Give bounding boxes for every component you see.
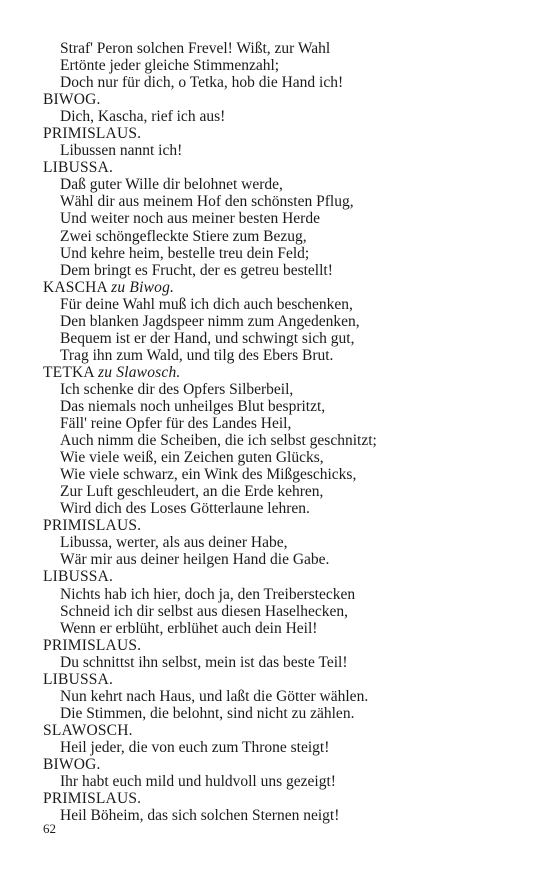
verse-line: Zur Luft geschleudert, an die Erde kehren,	[60, 483, 324, 501]
verse-line: Wie viele schwarz, ein Wink des Mißgeschicks,	[60, 466, 357, 484]
verse-line: Heil jeder, die von euch zum Throne steigt!	[60, 738, 330, 756]
speaker-heading	[43, 790, 523, 807]
verse-line: Doch nur für dich, o Tetka, hob die Hand ich!	[60, 74, 344, 92]
speaker-name: PRIMISLAUS.	[43, 517, 142, 535]
stage-direction: zu Biwog.	[111, 278, 175, 296]
speaker-heading	[43, 125, 523, 142]
verse-line: Straf' Peron solchen Frevel! Wißt, zur Wahl	[60, 40, 331, 57]
verse-line: Die Stimmen, die belohnt, sind nicht zu zählen.	[60, 704, 355, 722]
speaker-heading	[43, 722, 523, 739]
verse-line: Wird dich des Loses Götterlaune lehren.	[60, 500, 310, 518]
speaker-name: LIBUSSA.	[43, 670, 114, 688]
speaker-heading	[43, 671, 523, 688]
verse-line: Wie viele weiß, ein Zeichen guten Glücks,	[60, 449, 324, 467]
speaker-heading	[43, 637, 523, 654]
page-number: 62	[43, 821, 56, 836]
verse-line: Wenn er erblüht, erblühet auch dein Heil!	[60, 619, 318, 637]
speaker-name: PRIMISLAUS.	[43, 125, 142, 143]
verse-line: Und kehre heim, bestelle treu dein Feld;	[60, 244, 310, 262]
verse-line: Libussen nannt ich!	[60, 142, 183, 160]
speaker-heading	[43, 568, 523, 585]
stage-direction: zu Slawosch.	[98, 363, 181, 381]
verse-line: Zwei schöngefleckte Stiere zum Bezug,	[60, 227, 307, 245]
verse-line: Schneid ich dir selbst aus diesen Haselhecken,	[60, 602, 348, 620]
verse-line: Ertönte jeder gleiche Stimmenzahl;	[60, 57, 280, 75]
speaker-name: PRIMISLAUS.	[43, 790, 142, 808]
speaker-name: KASCHA	[43, 278, 108, 296]
verse-line: Ihr habt euch mild und huldvoll uns gezeigt!	[60, 773, 336, 791]
speaker-heading	[43, 517, 523, 534]
speaker-heading	[43, 91, 523, 108]
verse-line: Libussa, werter, als aus deiner Habe,	[60, 534, 288, 552]
speaker-name: BIWOG.	[43, 755, 101, 773]
speaker-name: SLAWOSCH.	[43, 721, 133, 739]
verse-line: Für deine Wahl muß ich dich auch beschenken,	[60, 295, 353, 313]
verse-line: Den blanken Jagdspeer nimm zum Angedenken,	[60, 312, 360, 330]
speaker-name: LIBUSSA.	[43, 568, 114, 586]
verse-line: Dem bringt es Frucht, der es getreu bestellt!	[60, 261, 333, 279]
verse-line: Nun kehrt nach Haus, und laßt die Götter wählen.	[60, 687, 369, 705]
speaker-name: LIBUSSA.	[43, 159, 114, 177]
verse-line: Wär mir aus deiner heilgen Hand die Gabe.	[60, 551, 330, 569]
speaker-heading	[43, 159, 523, 176]
verse-line: Fäll' reine Opfer für des Landes Heil,	[60, 415, 292, 433]
verse-line: Heil Böheim, das sich solchen Sternen neigt!	[60, 807, 340, 825]
speaker-heading	[43, 279, 523, 296]
verse-line: Das niemals noch unheilges Blut bespritzt,	[60, 397, 326, 415]
verse-line: Und weiter noch aus meiner besten Herde	[60, 210, 320, 228]
verse-line: Auch nimm die Scheiben, die ich selbst geschnitzt;	[60, 432, 377, 450]
speaker-heading	[43, 364, 523, 381]
verse-line: Bequem ist er der Hand, und schwingt sich gut,	[60, 329, 355, 347]
verse-line: Nichts hab ich hier, doch ja, den Treiberstecken	[60, 585, 356, 603]
speaker-name: TETKA	[43, 363, 94, 381]
verse-line: Dich, Kascha, rief ich aus!	[60, 108, 226, 126]
verse-line: Daß guter Wille dir belohnet werde,	[60, 176, 283, 194]
verse-line: Ich schenke dir des Opfers Silberbeil,	[60, 380, 294, 398]
speaker-name: PRIMISLAUS.	[43, 636, 142, 654]
speaker-name: BIWOG.	[43, 91, 101, 109]
verse-line: Du schnittst ihn selbst, mein ist das beste Teil!	[60, 653, 348, 671]
speaker-heading	[43, 756, 523, 773]
verse-line: Wähl dir aus meinem Hof den schönsten Pflug,	[60, 193, 354, 211]
verse-line: Trag ihn zum Wald, und tilg des Ebers Brut.	[60, 346, 334, 364]
page-text	[43, 40, 523, 824]
